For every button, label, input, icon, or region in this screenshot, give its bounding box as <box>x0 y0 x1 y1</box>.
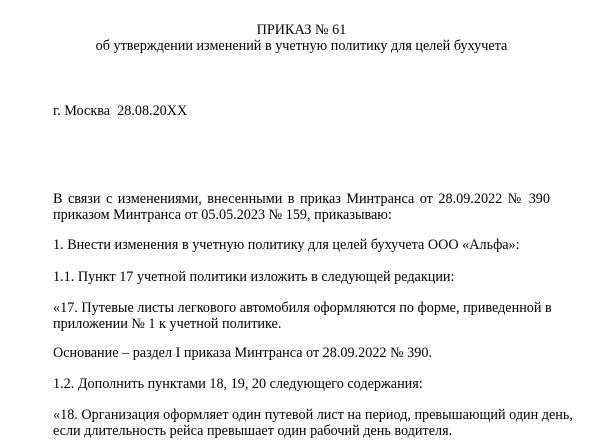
intro-paragraph-line-2: приказом Минтранса от 05.05.2023 № 159, приказываю: <box>53 207 392 223</box>
quote-18-line-1: «18. Организация оформляет один путевой лист на период, превышающий один день, <box>53 407 573 423</box>
place-and-date: г. Москва 28.08.20XX <box>53 103 188 119</box>
item-1-2: 1.2. Дополнить пунктами 18, 19, 20 следующего содержания: <box>53 376 423 392</box>
quote-18-line-2: если длительность рейса превышает один рабочий день водителя. <box>53 423 453 439</box>
quote-17-line-1: «17. Путевые листы легкового автомобиля оформляются по форме, приведенной в <box>53 300 552 316</box>
document-title: ПРИКАЗ № 61 <box>256 22 347 38</box>
quote-17-line-2: приложении № 1 к учетной политике. <box>53 316 282 332</box>
intro-paragraph-line-1: В связи с изменениями, внесенными в приказ Минтранса от 28.09.2022 № 390 <box>53 191 550 207</box>
document-subtitle: об утверждении изменений в учетную политику для целей бухучета <box>95 38 508 54</box>
basis-paragraph: Основание – раздел I приказа Минтранса от 28.09.2022 № 390. <box>53 345 432 361</box>
item-1-1: 1.1. Пункт 17 учетной политики изложить в следующей редакции: <box>53 269 455 285</box>
item-1: 1. Внести изменения в учетную политику для целей бухучета ООО «Альфа»: <box>53 237 520 253</box>
